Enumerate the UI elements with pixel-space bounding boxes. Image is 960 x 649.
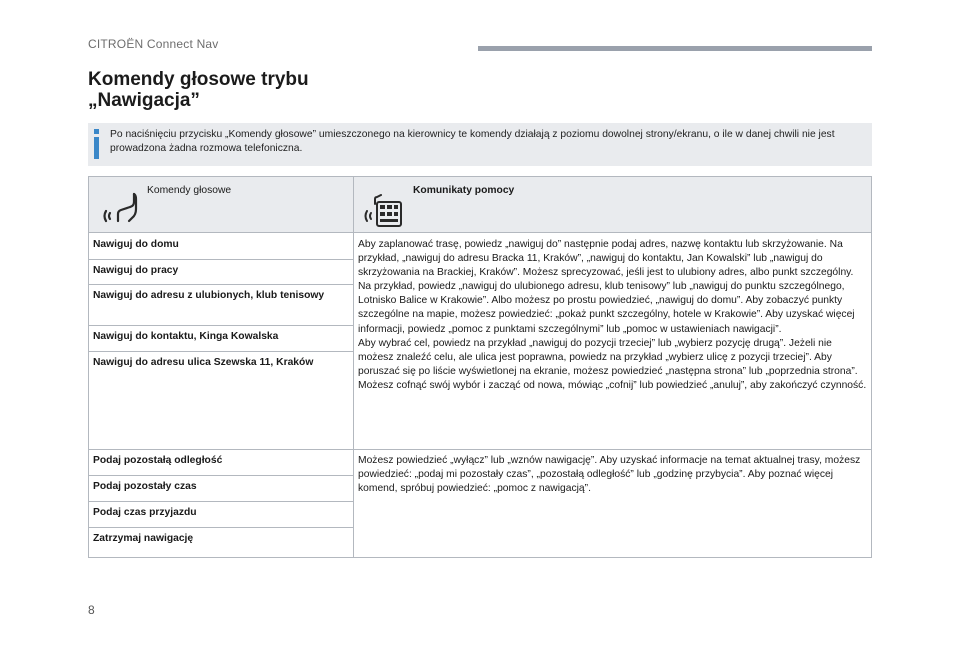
command-cell: Nawiguj do domu (93, 239, 179, 250)
info-text: Po naciśnięciu przycisku „Komendy głosowe” umieszczonego na kierownicy te komendy działają z poziomu dowolnej strony/ekranu, o ile w danej chwili nie jest prowadzona żadna rozmowa telefoniczna. (110, 129, 835, 154)
voice-commands-table (88, 176, 872, 558)
page-title-line-2: „Nawigacja” (88, 90, 200, 111)
command-cell: Podaj pozostały czas (93, 481, 197, 492)
command-cell: Nawiguj do adresu z ulubionych, klub tenisowy (93, 290, 325, 301)
help-messages-icon (363, 187, 405, 229)
header-brand: CITROËN Connect Nav (88, 37, 219, 51)
table-header-row (89, 177, 871, 233)
command-cell: Nawiguj do pracy (93, 265, 179, 276)
command-cell: Nawiguj do kontaktu, Kinga Kowalska (93, 331, 279, 342)
command-cell: Podaj pozostałą odległość (93, 455, 223, 466)
help-cell (358, 234, 868, 393)
voice-command-icon (103, 187, 143, 227)
header-bar (478, 46, 872, 51)
page-title (88, 69, 309, 111)
command-cell: Podaj czas przyjazdu (93, 507, 197, 518)
info-icon (93, 129, 101, 159)
table-header-help: Komunikaty pomocy (413, 185, 515, 196)
command-cell: Nawiguj do adresu ulica Szewska 11, Kraków (93, 357, 314, 368)
help-paragraph: Aby zaplanować trasę, powiedz „nawiguj do” następnie podaj adres, nazwę kontaktu lub skrzyżowanie. Na przykład, „nawiguj do adresu Bracka 11, Kraków”, „nawiguj do kontaktu, Jan Kowalski” lub „nawiguj do skrzyżowania na Brackiej, Kraków”. Możesz sprecyzować, jeśli jest to ulubiony adres, albo punkt szczególny. Na przykład, powiedz „nawiguj do ulubionego adresu, klub tenisowy” lub „nawiguj do punktu szczególnego, Lotnisko Balice w Krakowie”. Albo możesz po prostu powiedzieć, „nawiguj do domu”. Aby zobaczyć punkty szczególne na mapie, możesz powiedzieć: „pokaż punkt szczególny, hotele w Krakowie”. Aby uzyskać więcej informacji, powiedz „pomoc z punktami szczególnymi” lub „pomoc w ustawieniach nawigacji”. (358, 239, 855, 335)
info-box (88, 123, 872, 166)
command-cell: Zatrzymaj nawigację (93, 533, 194, 544)
help-paragraph: Aby wybrać cel, powiedz na przykład „nawiguj do pozycji trzeciej” lub „wybierz pozycję drugą”. Jeżeli nie możesz znaleźć celu, ale ulica jest poprawna, powiedz na przykład „wybierz ulicę z pozycji trzeciej”. Aby poruszać się po liście wyświetlonej na ekranie, możesz powiedzieć „następna strona” lub „poprzednia strona”. Możesz cofnąć swój wybór i zacząć od nowa, mówiąc „cofnij” lub powiedzieć „anuluj”, aby zakończyć czynność. (358, 337, 867, 391)
table-header-commands: Komendy głosowe (147, 185, 232, 196)
page-number: 8 (88, 603, 95, 617)
help-cell (358, 450, 868, 496)
help-paragraph: Możesz powiedzieć „wyłącz” lub „wznów nawigację”. Aby uzyskać informacje na temat aktualnej trasy, możesz powiedzieć: „podaj mi pozostały czas”, „pozostałą odległość” lub „godzinę przybycia”. Aby poznać więcej komend, spróbuj powiedzieć: „pomoc z nawigacją”. (358, 455, 861, 495)
page-title-line-1: Komendy głosowe trybu (88, 69, 309, 90)
